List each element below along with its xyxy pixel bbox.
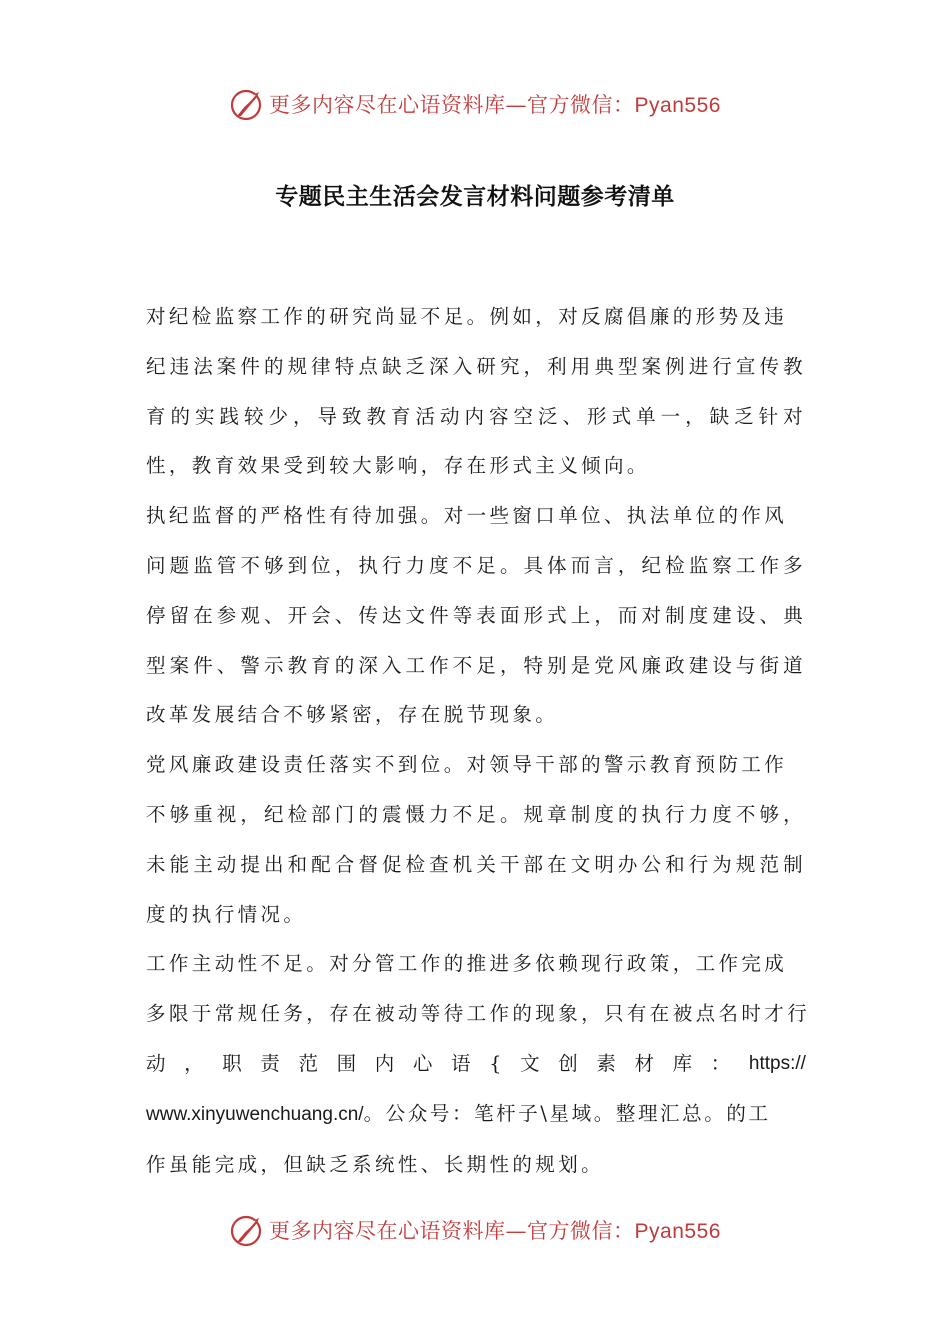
spread-line: 动 ， 职 责 范 围 内 心 语 { 文 创 素 材 库 ： https://	[146, 1039, 806, 1089]
quill-logo-icon	[229, 1212, 265, 1248]
quill-logo-icon	[229, 86, 265, 122]
paragraph-4: 工作主动性不足。对分管工作的推进多依赖现行政策，工作完成 多限于常规任务，存在被动等待工作的现象，只有在被点名时才行 动 ， 职 责 范 围 内 心 语 { 文 创 素 材 库 ： https:// www.xinyuwenchuang.cn/。公众号：笔杆子\星域。整理汇总。的工 作虽能完成，但缺乏系统性、长期性的规划。	[146, 952, 811, 1176]
footer-watermark-banner	[0, 1208, 950, 1252]
banner-account: Pyan556	[634, 94, 721, 117]
url-link[interactable]: www.xinyuwenchuang.cn/	[146, 1103, 364, 1125]
paragraph-3: 党风廉政建设责任落实不到位。对领导干部的警示教育预防工作 不够重视，纪检部门的震慑力不足。规章制度的执行力度不够，未能主动提出和配合督促检查机关干部在文明办公和行为规范制度的执行情况。	[146, 753, 806, 926]
banner-account: Pyan556	[634, 1220, 721, 1243]
document-title: 专题民主生活会发言材料问题参考清单	[275, 184, 675, 210]
banner-text: 更多内容尽在心语资料库—官方微信：Pyan556	[269, 1219, 721, 1243]
document-body	[146, 292, 811, 1189]
url-prefix: https://	[748, 1052, 806, 1074]
paragraph-1: 对纪检监察工作的研究尚显不足。例如，对反腐倡廉的形势及违 纪违法案件的规律特点缺乏深入研究，利用典型案例进行宣传教育的实践较少，导致教育活动内容空泛、形式单一，缺乏针对性，教育效果受到较大影响，存在形式主义倾向。	[146, 305, 806, 478]
paragraph-2: 执纪监督的严格性有待加强。对一些窗口单位、执法单位的作风 问题监管不够到位，执行力度不足。具体而言，纪检监察工作多停留在参观、开会、传达文件等表面形式上，而对制度建设、典型案件、警示教育的深入工作不足，特别是党风廉政建设与街道改革发展结合不够紧密，存在脱节现象。	[146, 504, 806, 727]
header-watermark-banner	[0, 82, 950, 126]
banner-text: 更多内容尽在心语资料库—官方微信：Pyan556	[269, 93, 721, 117]
